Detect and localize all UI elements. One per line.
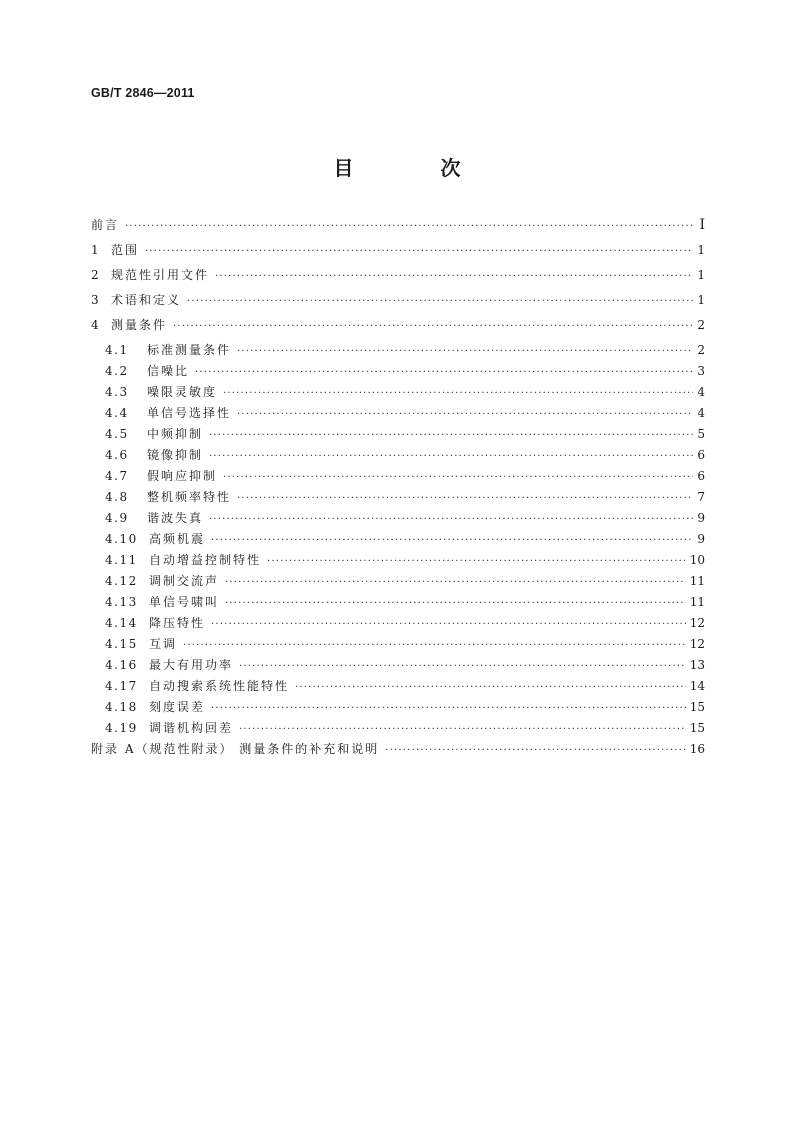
toc-entry-page: 13 <box>689 658 705 672</box>
toc-entry-number: 4.17 <box>105 679 138 693</box>
toc-entry-page: 7 <box>697 490 705 504</box>
toc-entry-label: 整机频率特性 <box>147 490 232 504</box>
toc-entry-number: 4.13 <box>105 595 138 609</box>
toc-entry-label: 假响应抑制 <box>147 469 218 483</box>
toc-entry-4-1[interactable] <box>91 341 705 362</box>
toc-entry-number: 4.10 <box>105 532 138 546</box>
toc-entry-label: 谐波失真 <box>147 511 204 525</box>
toc-entry-page: 12 <box>689 637 705 651</box>
dot-leader <box>211 620 686 630</box>
toc-entry-page: 10 <box>689 553 705 567</box>
toc-entry-label: 调谐机构回差 <box>149 721 234 735</box>
toc-entry-4-7[interactable] <box>91 467 705 488</box>
toc-entry-label: 前言 <box>91 218 120 232</box>
toc-entry-4-18[interactable] <box>91 698 705 719</box>
toc-entry-label: 调制交流声 <box>149 574 220 588</box>
toc-entry-3[interactable] <box>91 291 705 316</box>
toc-entry-4-19[interactable] <box>91 719 705 740</box>
toc-entry-page: 16 <box>689 742 705 756</box>
toc-entry-number: 4.8 <box>105 490 129 504</box>
dot-leader <box>215 272 693 282</box>
toc-entry-4-14[interactable] <box>91 614 705 635</box>
toc-entry-number: 3 <box>91 293 101 307</box>
toc-entry-page: 4 <box>697 406 705 420</box>
toc-entry-4-12[interactable] <box>91 572 705 593</box>
toc-entry-4-16[interactable] <box>91 656 705 677</box>
dot-leader <box>209 452 693 462</box>
dot-leader <box>209 431 693 441</box>
toc-entry-4-15[interactable] <box>91 635 705 656</box>
toc-entry-number: 4.15 <box>105 637 138 651</box>
toc-entry-number: 4.6 <box>105 448 129 462</box>
toc-entry-label: 信噪比 <box>147 364 190 378</box>
dot-leader <box>225 578 686 588</box>
toc-entry-2[interactable] <box>91 266 705 291</box>
toc-entry-page: 12 <box>689 616 705 630</box>
toc-entry-label: 镜像抑制 <box>147 448 204 462</box>
dot-leader <box>237 410 693 420</box>
dot-leader <box>223 389 693 399</box>
dot-leader <box>267 557 686 567</box>
dot-leader <box>125 222 693 232</box>
toc-entry-page: Ⅰ <box>699 217 705 233</box>
toc-entry-number: 4.2 <box>105 364 129 378</box>
dot-leader <box>211 536 693 546</box>
toc-entry-number: 4 <box>91 318 101 332</box>
toc-entry-number: 2 <box>91 268 101 282</box>
toc-entry-4-10[interactable] <box>91 530 705 551</box>
toc-entry-label: 单信号选择性 <box>147 406 232 420</box>
dot-leader <box>211 704 686 714</box>
toc-entry-page: 4 <box>697 385 705 399</box>
toc-entry-page: 9 <box>697 532 705 546</box>
dot-leader <box>183 641 686 651</box>
toc-entry-4-2[interactable] <box>91 362 705 383</box>
toc-entry-page: 2 <box>697 318 705 332</box>
dot-leader <box>385 746 685 756</box>
toc-entry-page: 3 <box>697 364 705 378</box>
table-of-contents <box>91 216 705 765</box>
toc-entry-label: 范围 <box>111 243 140 257</box>
dot-leader <box>239 662 686 672</box>
dot-leader <box>239 725 686 735</box>
dot-leader <box>295 683 686 693</box>
toc-entry-4-5[interactable] <box>91 425 705 446</box>
toc-entry-page: 5 <box>697 427 705 441</box>
toc-entry-number: 4.16 <box>105 658 138 672</box>
page-title: 目 次 <box>333 156 501 180</box>
dot-leader <box>195 368 693 378</box>
toc-entry-page: 6 <box>697 448 705 462</box>
toc-entry-number: 4.19 <box>105 721 138 735</box>
toc-entry-4-9[interactable] <box>91 509 705 530</box>
toc-entry-page: 1 <box>697 243 705 257</box>
toc-entry-label: 规范性引用文件 <box>111 268 210 282</box>
toc-entry-label: 术语和定义 <box>111 293 182 307</box>
toc-entry-4-13[interactable] <box>91 593 705 614</box>
toc-entry-label: 降压特性 <box>149 616 206 630</box>
toc-entry-label: 自动搜索系统性能特性 <box>149 679 290 693</box>
toc-entry-foreword[interactable] <box>91 216 705 241</box>
toc-entry-label: 自动增益控制特性 <box>149 553 262 567</box>
dot-leader <box>237 494 693 504</box>
toc-entry-number: 4.7 <box>105 469 129 483</box>
dot-leader <box>223 473 693 483</box>
toc-entry-number: 4.9 <box>105 511 129 525</box>
toc-entry-label: 标准测量条件 <box>147 343 232 357</box>
toc-entry-page: 2 <box>697 343 705 357</box>
standard-code: GB/T 2846—2011 <box>91 86 195 100</box>
toc-entry-page: 1 <box>697 293 705 307</box>
toc-entry-4-17[interactable] <box>91 677 705 698</box>
toc-entry-page: 11 <box>689 574 705 588</box>
toc-entry-page: 11 <box>689 595 705 609</box>
toc-entry-page: 1 <box>697 268 705 282</box>
toc-entry-label: 测量条件 <box>111 318 168 332</box>
toc-entry-page: 15 <box>689 700 705 714</box>
toc-entry-appendix-a[interactable] <box>91 740 705 765</box>
toc-entry-page: 9 <box>697 511 705 525</box>
dot-leader <box>145 247 693 257</box>
toc-entry-4[interactable] <box>91 316 705 341</box>
toc-entry-label: 噪限灵敏度 <box>147 385 218 399</box>
toc-entry-number: 4.3 <box>105 385 129 399</box>
dot-leader <box>237 347 693 357</box>
toc-entry-label: 互调 <box>149 637 178 651</box>
toc-entry-label: 刻度误差 <box>149 700 206 714</box>
toc-entry-number: 4.14 <box>105 616 138 630</box>
toc-entry-number: 4.12 <box>105 574 138 588</box>
toc-entry-page: 6 <box>697 469 705 483</box>
dot-leader <box>225 599 686 609</box>
toc-entry-page: 14 <box>689 679 705 693</box>
toc-entry-number: 4.1 <box>105 343 129 357</box>
toc-entry-label: 最大有用功率 <box>149 658 234 672</box>
toc-entry-label: 中频抑制 <box>147 427 204 441</box>
toc-entry-number: 4.11 <box>105 553 138 567</box>
toc-entry-label: 附录 A（规范性附录） 测量条件的补充和说明 <box>91 742 380 756</box>
toc-entry-number: 1 <box>91 243 101 257</box>
toc-entry-4-8[interactable] <box>91 488 705 509</box>
toc-entry-number: 4.5 <box>105 427 129 441</box>
toc-entry-4-4[interactable] <box>91 404 705 425</box>
dot-leader <box>209 515 693 525</box>
toc-entry-number: 4.4 <box>105 406 129 420</box>
toc-entry-4-3[interactable] <box>91 383 705 404</box>
toc-entry-label: 高频机震 <box>149 532 206 546</box>
dot-leader <box>173 322 693 332</box>
toc-entry-4-11[interactable] <box>91 551 705 572</box>
dot-leader <box>187 297 693 307</box>
toc-entry-label: 单信号啸叫 <box>149 595 220 609</box>
toc-entry-1[interactable] <box>91 241 705 266</box>
toc-entry-number: 4.18 <box>105 700 138 714</box>
toc-entry-page: 15 <box>689 721 705 735</box>
toc-entry-4-6[interactable] <box>91 446 705 467</box>
